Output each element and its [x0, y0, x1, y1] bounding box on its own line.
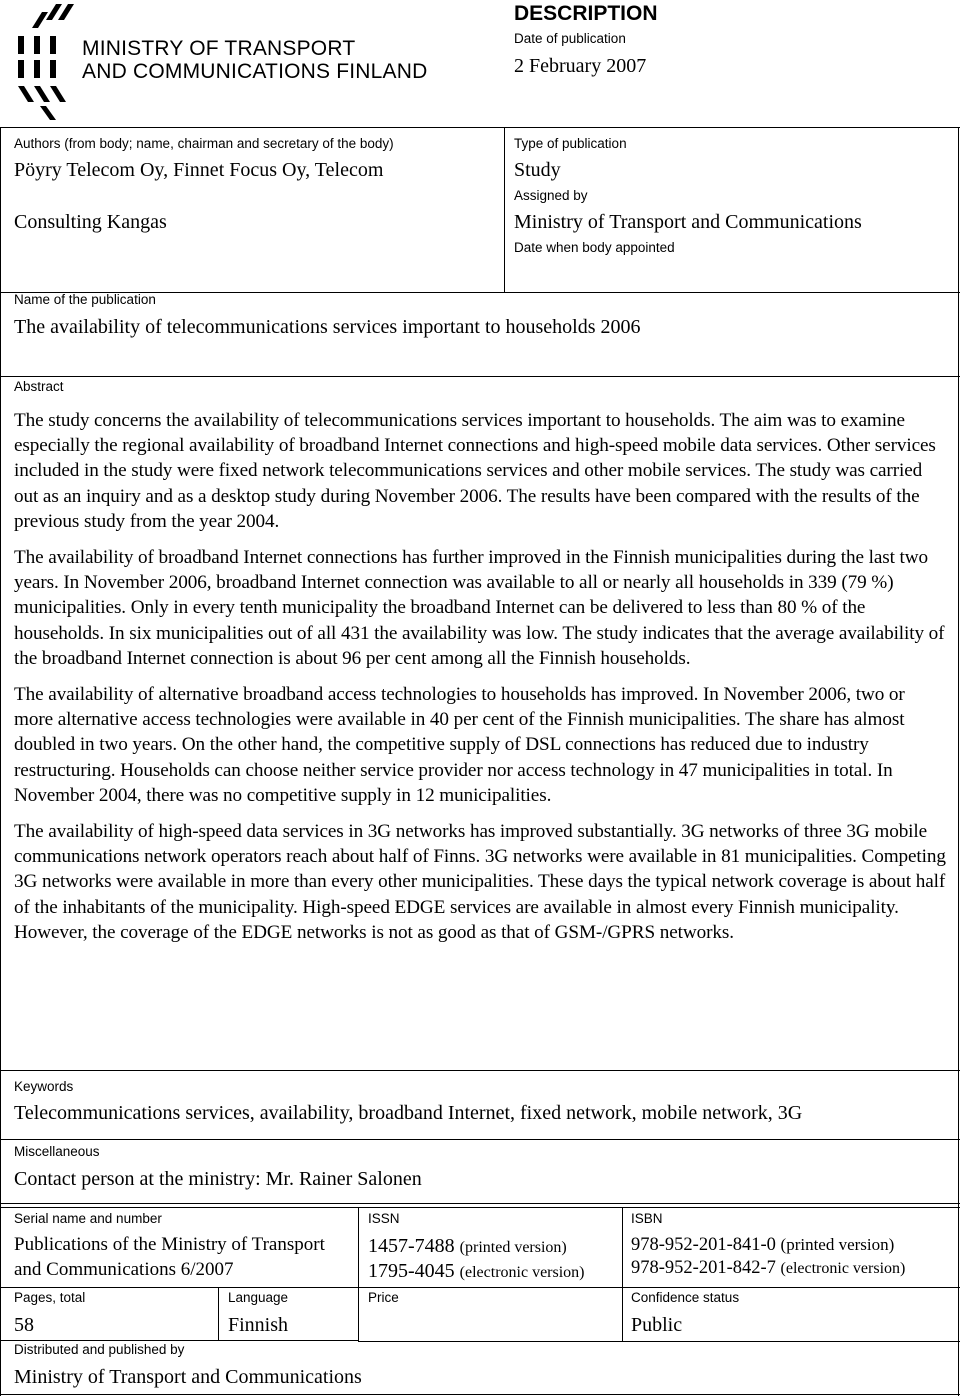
miscellaneous-value: Contact person at the ministry: Mr. Rainer Salonen — [14, 1168, 422, 1190]
issn-printed — [368, 1234, 567, 1260]
pages-value: 58 — [14, 1314, 34, 1336]
issn-printed-number: 1457-7488 — [368, 1235, 455, 1257]
keywords-label: Keywords — [14, 1079, 74, 1094]
language-label: Language — [228, 1290, 289, 1305]
miscellaneous-label: Miscellaneous — [14, 1144, 100, 1159]
isbn-printed — [631, 1233, 894, 1257]
issn-electronic-note: (electronic version) — [459, 1264, 585, 1281]
serial-label: Serial name and number — [14, 1211, 162, 1226]
issn-label: ISSN — [368, 1211, 400, 1226]
abstract-body — [14, 408, 948, 956]
issn-electronic-number: 1795-4045 — [368, 1260, 455, 1282]
isbn-printed-note: (printed version) — [780, 1235, 895, 1254]
isbn-printed-number: 978-952-201-841-0 — [631, 1235, 776, 1255]
confidence-label: Confidence status — [631, 1290, 740, 1305]
issn-printed-note: (printed version) — [459, 1239, 567, 1256]
isbn-electronic — [631, 1256, 905, 1281]
distributed-value: Ministry of Transport and Communications — [14, 1366, 362, 1388]
price-label: Price — [368, 1290, 399, 1305]
language-value: Finnish — [228, 1314, 289, 1336]
issn-electronic — [368, 1259, 585, 1285]
isbn-electronic-number: 978-952-201-842-7 — [631, 1258, 776, 1278]
abstract-paragraph: The availability of broadband Internet connections has further improved in the Finnish municipalities during the last two years. In November 2006, broadband Internet connection was available to all or nearly all households in 339 (79 %) municipalities. Only in every tenth municipality the broadband Internet can be delivered to less than 80 % of the households. In six municipalities out of all 431 the availability was low. The study indicates that the average availability of the broadband Internet connection is about 96 per cent among all the Finnish households. — [14, 547, 945, 669]
confidence-value: Public — [631, 1314, 683, 1336]
assigned-by-label: Assigned by — [514, 188, 588, 203]
date-appointed-label: Date when body appointed — [514, 240, 675, 255]
ministry-name-line2: AND COMMUNICATIONS FINLAND — [82, 60, 428, 83]
date-of-publication-value: 2 February 2007 — [514, 55, 647, 77]
distributed-label: Distributed and published by — [14, 1342, 185, 1357]
abstract-paragraph: The availability of alternative broadband access technologies to households has improved. In November 2006, two or more alternative access technologies were available in 40 per cent of the Finnish municipalities. The share has almost doubled in two years. On the other hand, the competitive supply of DSL connections has reduced due to industry restructuring. Households can choose neither service provider nor access technology in 47 municipalities in total. In November 2004, there was no competitive supply in 12 municipalities. — [14, 684, 905, 806]
publication-name-value: The availability of telecommunications services important to households 2006 — [14, 316, 641, 338]
keywords-value: Telecommunications services, availability, broadband Internet, fixed network, mobile network, 3G — [14, 1102, 803, 1124]
authors-line2: Consulting Kangas — [14, 211, 167, 233]
isbn-electronic-note: (electronic version) — [780, 1260, 906, 1277]
document-type: DESCRIPTION — [514, 2, 658, 25]
authors-line1: Pöyry Telecom Oy, Finnet Focus Oy, Telecom — [14, 159, 384, 181]
type-of-publication-value: Study — [514, 159, 561, 181]
assigned-by-value: Ministry of Transport and Communications — [514, 211, 862, 233]
date-of-publication-label: Date of publication — [514, 31, 626, 46]
pages-label: Pages, total — [14, 1290, 86, 1305]
serial-line1: Publications of the Ministry of Transport — [14, 1234, 325, 1255]
ministry-name-line1: MINISTRY OF TRANSPORT — [82, 37, 356, 60]
authors-label: Authors (from body; name, chairman and secretary of the body) — [14, 136, 394, 151]
serial-line2: and Communications 6/2007 — [14, 1259, 234, 1280]
abstract-label: Abstract — [14, 379, 64, 394]
publication-name-label: Name of the publication — [14, 292, 156, 307]
type-of-publication-label: Type of publication — [514, 136, 627, 151]
ministry-logo-icon — [12, 2, 74, 120]
isbn-label: ISBN — [631, 1211, 663, 1226]
abstract-paragraph: The availability of high-speed data services in 3G networks has improved substantially. 3G networks of three 3G mobile communications network operators reach about half of Finns. 3G networks were available in 81 municipalities. Competing 3G networks were available in more than every other municipalities. These days the typical network coverage is about half of the inhabitants of the municipality. High-speed EDGE services are available in almost every Finnish municipality. However, the coverage of the EDGE networks is not as good as that of GSM-/GPRS networks. — [14, 821, 946, 943]
abstract-paragraph: The study concerns the availability of telecommunications services important to households. The aim was to examine especially the regional availability of broadband Internet connections and high-speed mobile data services. Other services included in the study were fixed network telecommunications services and other mobile services. The study was carried out as an inquiry and as a desktop study during November 2006. The results have been compared with the results of the previous study from the year 2004. — [14, 410, 936, 532]
